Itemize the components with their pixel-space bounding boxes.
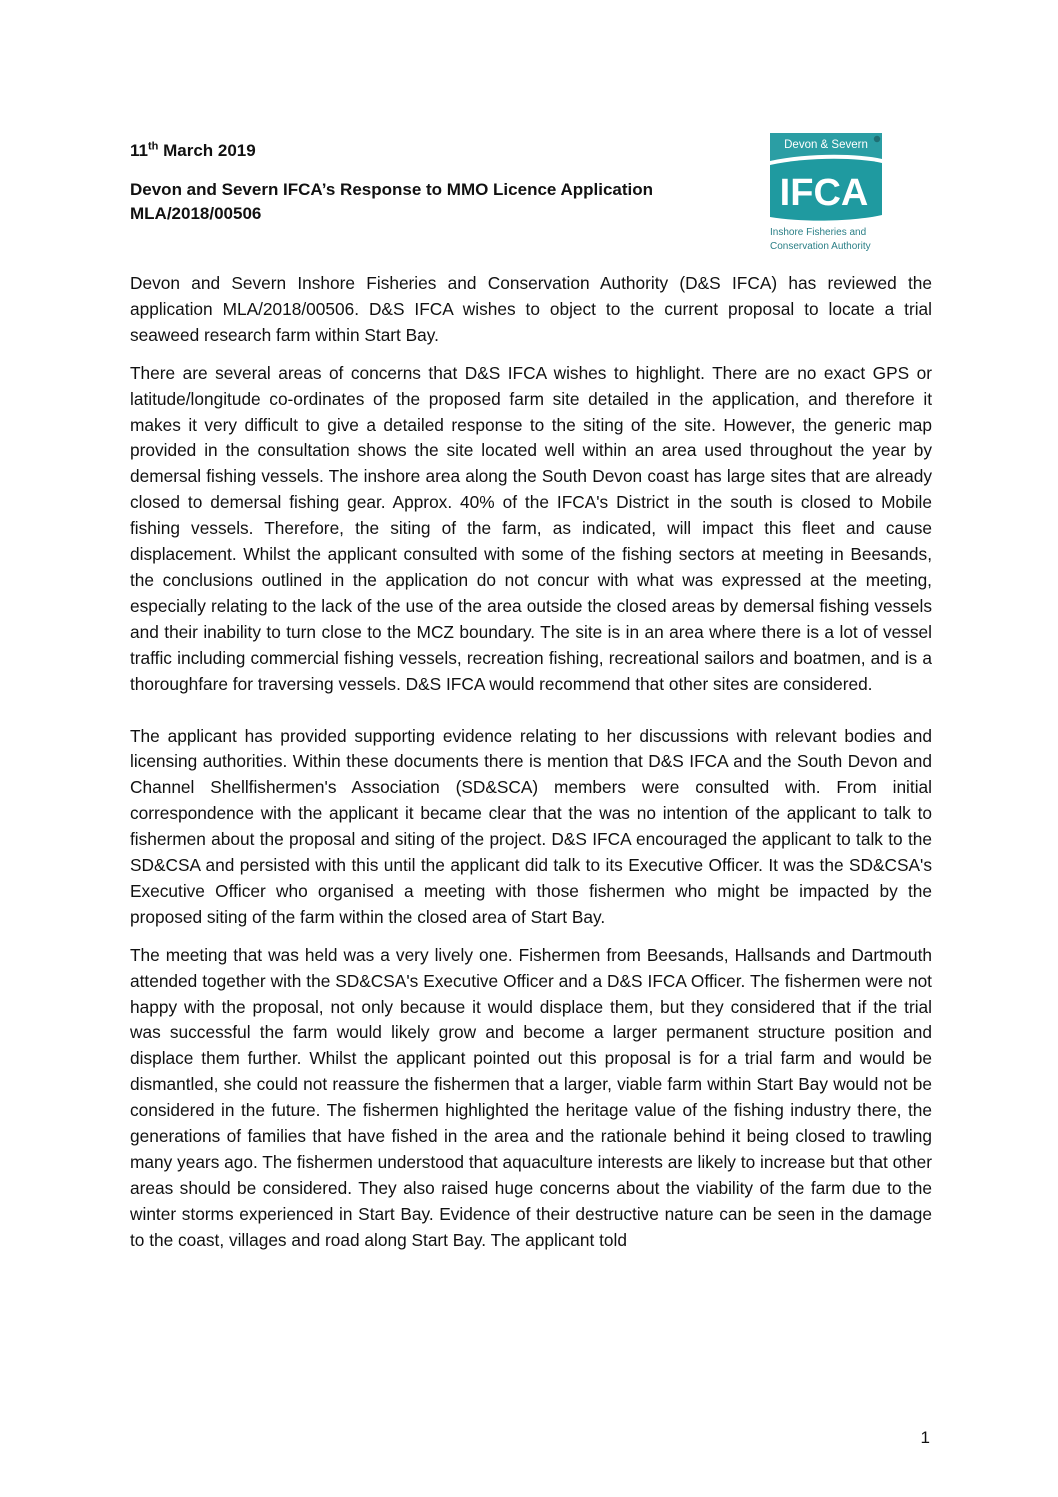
letter-heading-line-1: Devon and Severn IFCA’s Response to MMO Licence Application [130,180,654,199]
paragraph-1: Devon and Severn Inshore Fisheries and Conservation Authority (D&S IFCA) has reviewed the application MLA/2018/00506. D&S IFCA wishes to object to the current proposal to locate a trial seaweed research farm within Start Bay. [130,273,932,345]
paragraph-2: There are several areas of concerns that D&S IFCA wishes to highlight. There are no exact GPS or latitude/longitude co-ordinates of the proposed farm site detailed in the application, and therefore it makes it very difficult to give a detailed response to the siting of the site. However, the generic map provided in the consultation shows the site located well within an area used throughout the year by demersal fishing vessels. The inshore area along the South Devon coast has large sites that are already closed to demersal fishing gear. Approx. 40% of the IFCA's District in the south is closed to Mobile fishing vessels. Therefore, the siting of the farm, as indicated, will impact this fleet and cause displacement. Whilst the applicant consulted with some of the fishing sectors at meeting in Beesands, the conclusions outlined in the application do not concur with what was expressed at the meeting, especially relating to the lack of the use of the area outside the closed areas by demersal fishing vessels and their inability to turn close to the MCZ boundary. The site is in an area where there is a lot of vessel traffic including commercial fishing vessels, recreation fishing, recreational sailors and boatmen, and is a thoroughfare for traversing vessels. D&S IFCA would recommend that other sites are considered. [130,362,932,694]
date-month-year: March 2019 [158,141,256,160]
paragraph-4: The meeting that was held was a very lively one. Fishermen from Beesands, Hallsands and Dartmouth attended together with the SD&CSA's Executive Officer and a D&S IFCA Officer. The fishermen were not happy with the proposal, not only because it would displace them, but they considered that if the trial was successful the farm would likely grow and become a larger permanent structure position and displace them further. Whilst the applicant pointed out this proposal is for a trial farm and would be dismantled, she could not reassure the fishermen that a larger, viable farm within Start Bay would not be considered in the future. The fishermen highlighted the heritage value of the fishing industry there, the generations of families that have fished in the area and the rationale behind it being closed to trawling many years ago. The fishermen understood that aquaculture interests are likely to increase but that other areas should be considered. They also raised huge concerns about the viability of the farm due to the winter storms experienced in Start Bay. Evidence of their destructive nature can be seen in the damage to the coast, villages and road along Start Bay. The applicant told [130,944,932,1250]
letter-heading-line-2: MLA/2018/00506 [130,204,262,223]
date-day: 11 [130,141,148,160]
logo-caption-line-2: Conservation Authority [770,241,871,252]
logo-caption-line-1: Inshore Fisheries and [770,227,867,238]
logo-top-text: Devon & Severn [784,139,868,151]
letter-header [130,140,770,226]
letter-body [130,271,932,1266]
letter-date [130,140,770,162]
page-number: 1 [920,1428,930,1447]
logo-main-text: IFCA [779,172,869,214]
ifca-logo [766,131,886,259]
date-suffix: th [147,140,159,153]
paragraph-3: The applicant has provided supporting evidence relating to her discussions with relevant bodies and licensing authorities. Within these documents there is mention that D&S IFCA and the South Devon and Channel Shellfishermen's Association (SD&SCA) members were consulted with. From initial correspondence with the applicant it became clear that the was no intention of the applicant to talk to fishermen about the proposal and siting of the project. D&S IFCA encouraged the applicant to talk to the SD&CSA and persisted with this until the applicant did talk to its Executive Officer. It was the SD&CSA's Executive Officer who organised a meeting with those fishermen who might be impacted by the proposed siting of the farm within the closed area of Start Bay. [130,725,932,927]
logo-fish-icon [874,136,880,142]
